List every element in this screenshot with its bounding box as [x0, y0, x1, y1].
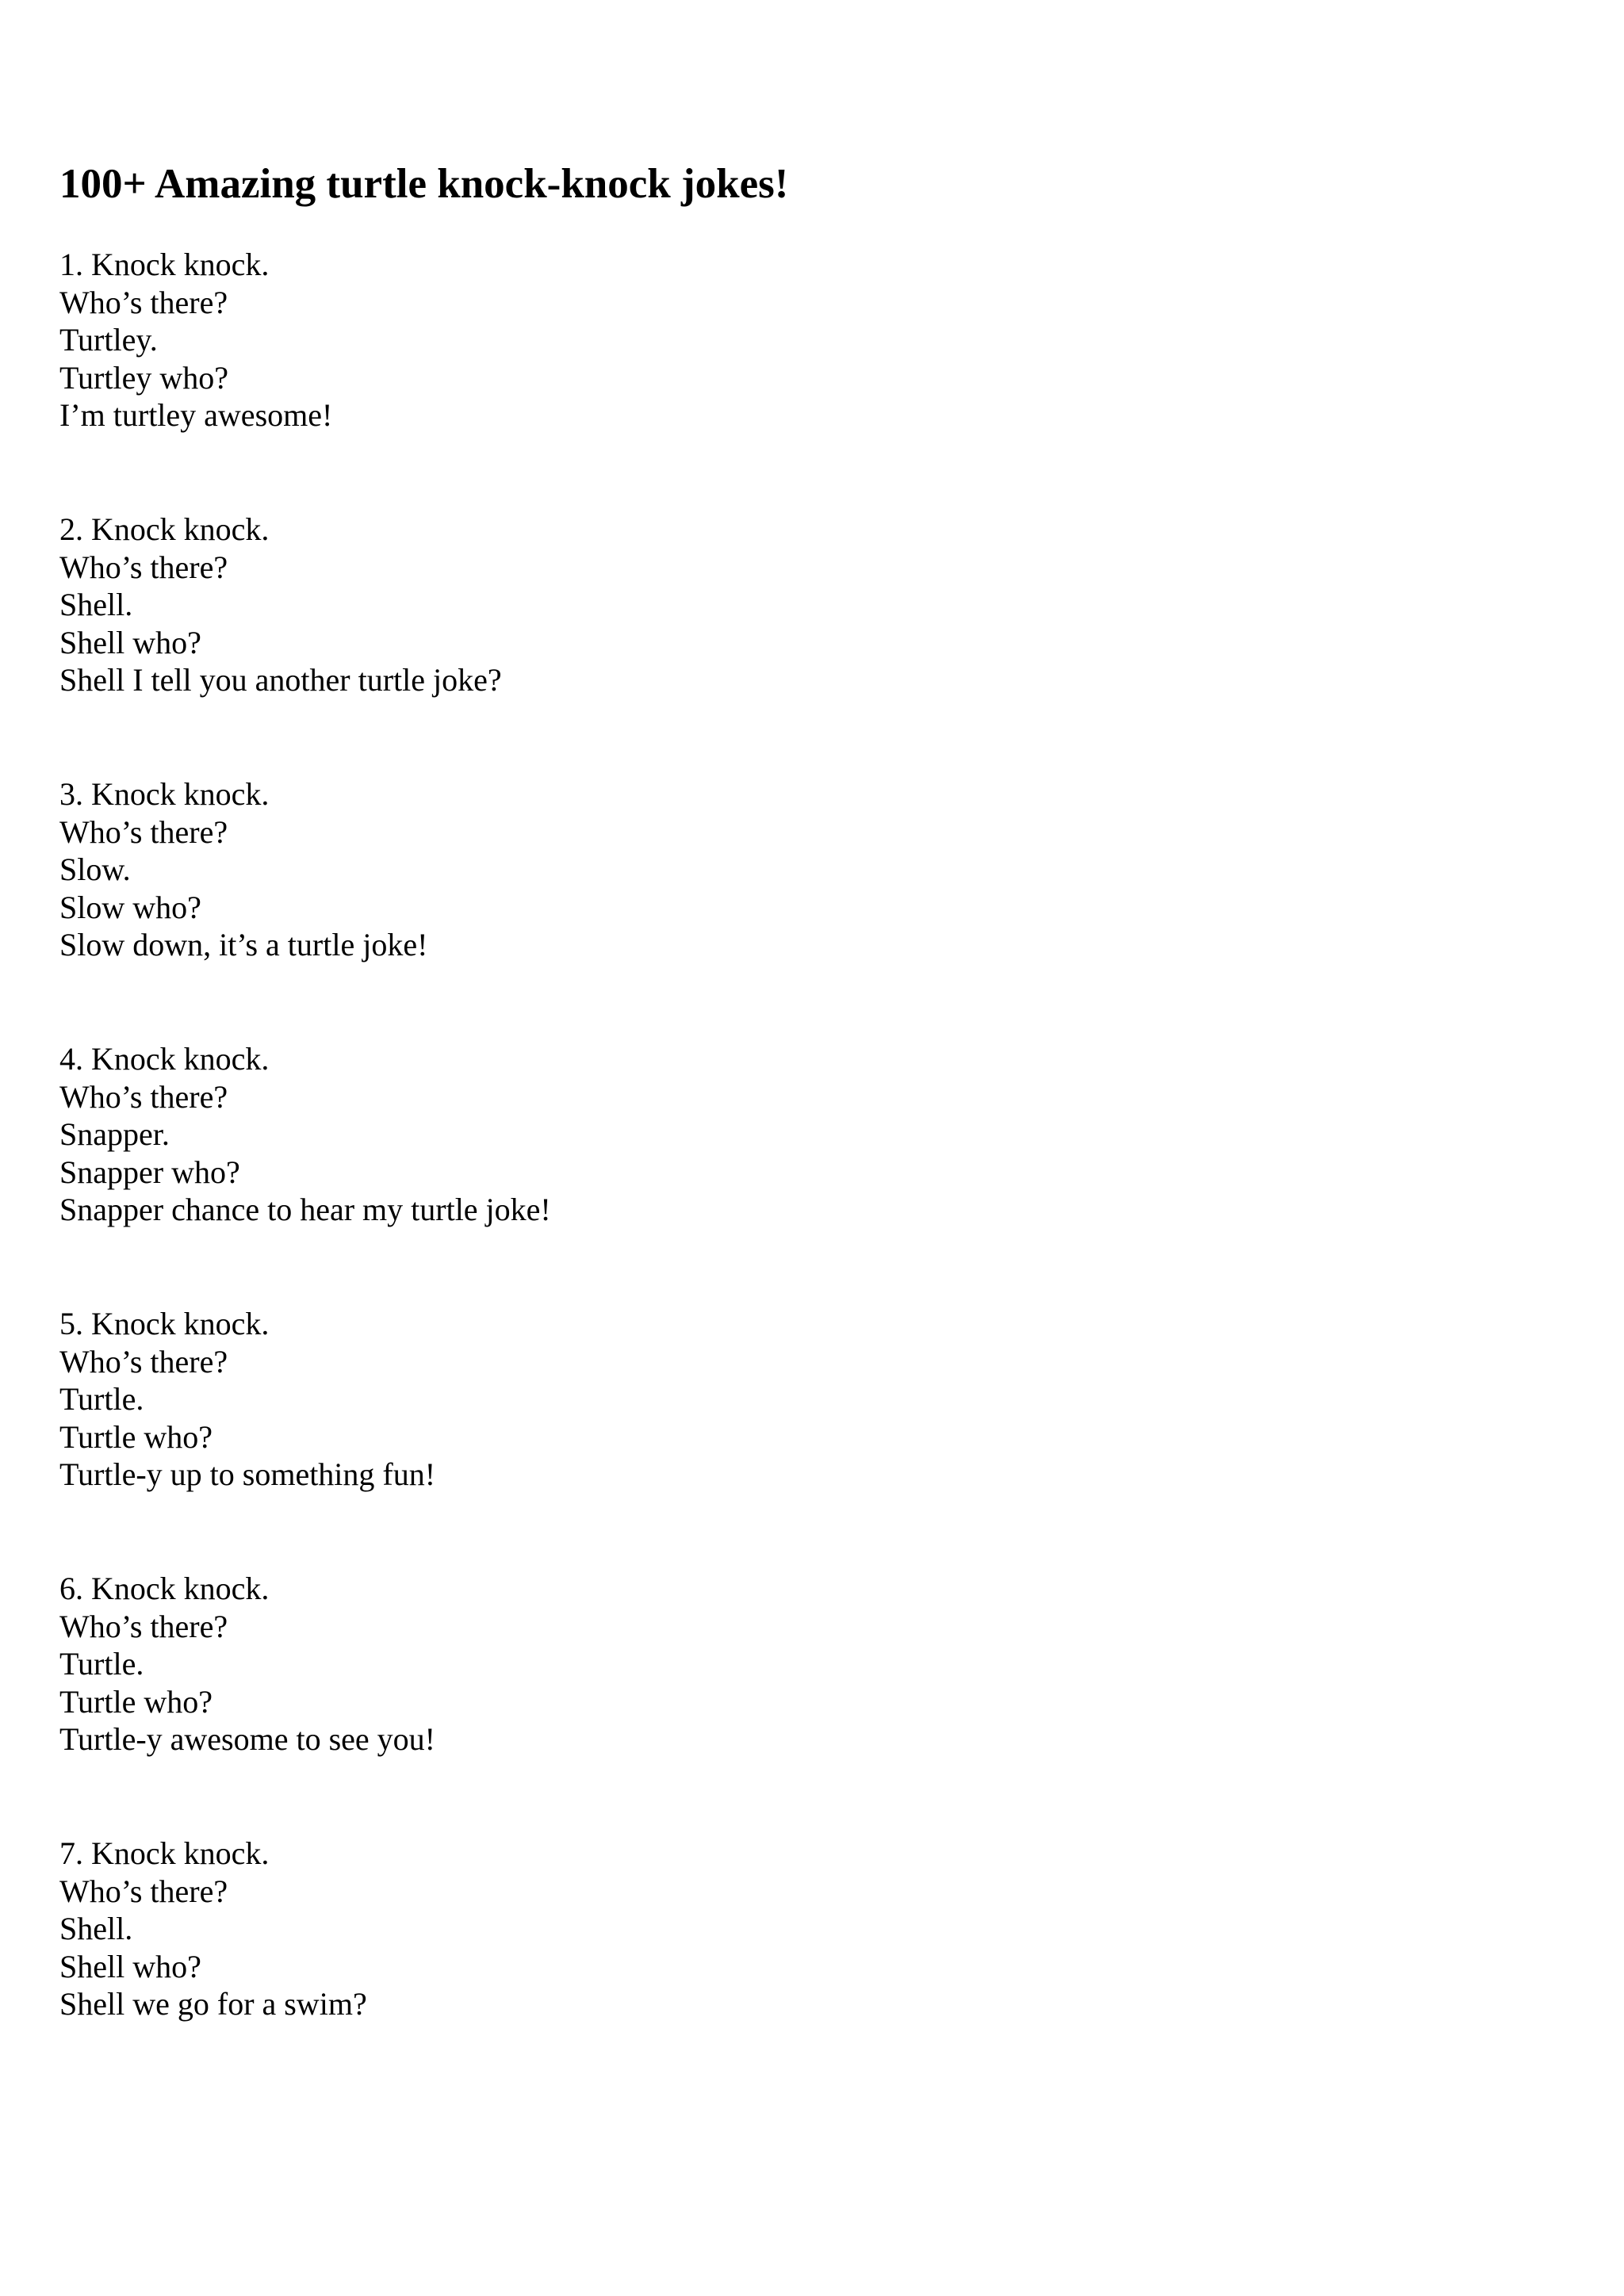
joke-line-name: Shell.: [59, 1911, 133, 1947]
joke-line-who: Shell who?: [59, 624, 201, 660]
joke-line-who: Snapper who?: [59, 1154, 240, 1190]
joke-line-who: Turtle who?: [59, 1418, 213, 1455]
joke-line-punchline: Shell I tell you another turtle joke?: [59, 662, 502, 698]
joke-line-knock: 2. Knock knock.: [59, 511, 270, 547]
joke-line-name: Snapper.: [59, 1116, 170, 1153]
joke-line-name: Turtle.: [59, 1646, 144, 1682]
joke-line-punchline: I’m turtley awesome!: [59, 397, 333, 434]
joke-line-punchline: Slow down, it’s a turtle joke!: [59, 927, 428, 963]
joke-line-whos-there: Who’s there?: [59, 1608, 228, 1644]
joke-line-who: Turtle who?: [59, 1683, 213, 1720]
joke-7: [59, 1835, 1487, 2023]
joke-line-whos-there: Who’s there?: [59, 813, 228, 850]
joke-line-name: Turtley.: [59, 322, 158, 358]
joke-line-who: Slow who?: [59, 889, 201, 925]
joke-line-punchline: Turtle-y up to something fun!: [59, 1456, 436, 1493]
joke-5: [59, 1305, 1487, 1494]
joke-line-whos-there: Who’s there?: [59, 284, 228, 320]
joke-line-name: Slow.: [59, 851, 131, 888]
joke-1: [59, 246, 1487, 434]
joke-line-who: Turtley who?: [59, 359, 228, 396]
joke-line-knock: 1. Knock knock.: [59, 247, 270, 282]
joke-line-knock: 5. Knock knock.: [59, 1306, 270, 1341]
joke-line-knock: 3. Knock knock.: [59, 776, 270, 812]
joke-2: [59, 511, 1487, 699]
joke-line-knock: 4. Knock knock.: [59, 1041, 270, 1077]
joke-line-punchline: Shell we go for a swim?: [59, 1986, 367, 2022]
joke-line-whos-there: Who’s there?: [59, 1343, 228, 1380]
joke-line-knock: 6. Knock knock.: [59, 1571, 270, 1606]
joke-line-knock: 7. Knock knock.: [59, 1835, 270, 1871]
document-title: 100+ Amazing turtle knock-knock jokes!: [59, 161, 789, 207]
joke-line-whos-there: Who’s there?: [59, 1873, 228, 1909]
joke-4: [59, 1040, 1487, 1229]
joke-line-whos-there: Who’s there?: [59, 549, 228, 585]
joke-line-name: Turtle.: [59, 1381, 144, 1418]
joke-line-name: Shell.: [59, 587, 133, 623]
joke-line-who: Shell who?: [59, 1948, 201, 1984]
joke-6: [59, 1570, 1487, 1758]
joke-line-punchline: Turtle-y awesome to see you!: [59, 1721, 435, 1758]
joke-3: [59, 775, 1487, 964]
joke-line-whos-there: Who’s there?: [59, 1078, 228, 1115]
joke-line-punchline: Snapper chance to hear my turtle joke!: [59, 1192, 551, 1228]
